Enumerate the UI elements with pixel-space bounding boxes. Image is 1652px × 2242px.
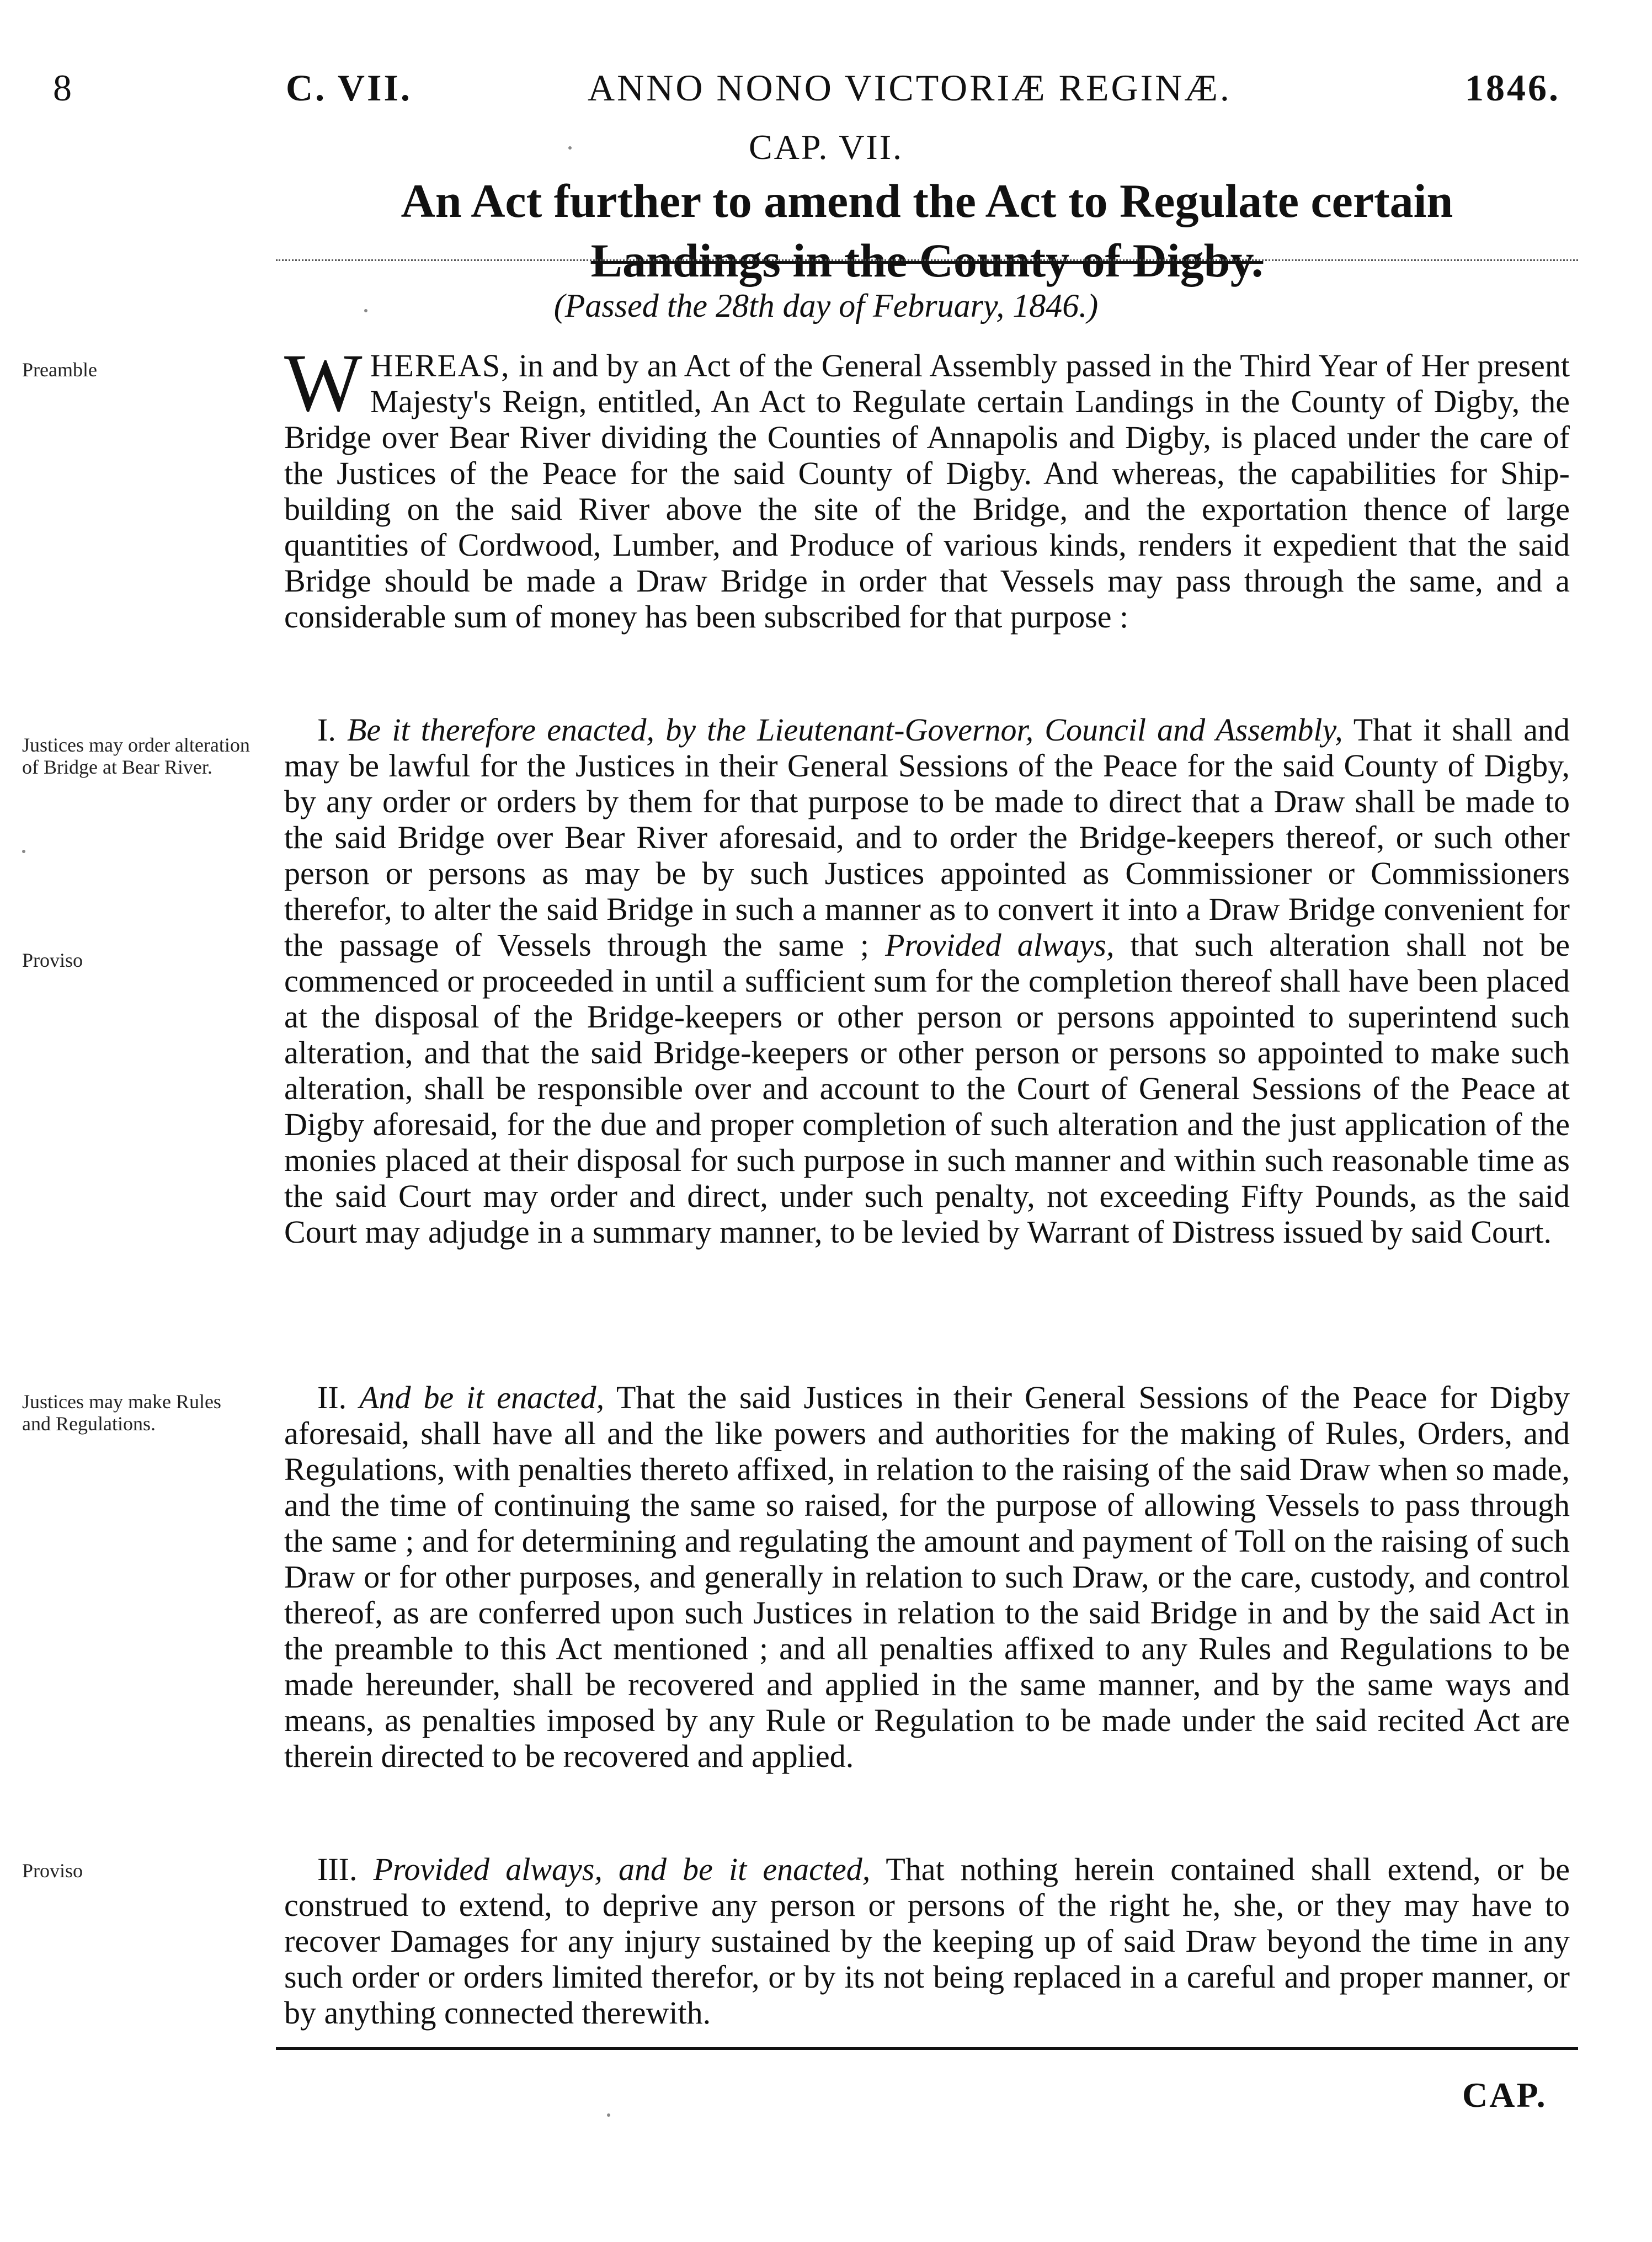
preamble-text: in and by an Act of the General Assembly passed in the Third Year of Her present Majesty's Reign, entitled, An Act to Regulate certain Landings in the County of Digby, the Bridge over Bear River dividing the Counties of Annapolis and Digby, is placed under the care of the Justices of the Peace for the said County of Digby. And whereas, the capabilities for Ship-building on the said River above the site of the Bridge, and the exportation thence of large quantities of Cordwood, Lumber, and Produce of various kinds, renders it expedient that the said Bridge should be made a Draw Bridge in order that Vessels may pass through the same, and a considerable sum of money has been subscribed for that purpose : [284, 348, 1570, 635]
title-divider [276, 259, 1578, 263]
margin-note-proviso-1: Proviso [22, 949, 83, 971]
section-1-enacting-clause: Be it therefore enacted, by the Lieutenant-Governor, Council and Assembly, [347, 712, 1343, 748]
section-3-text: That nothing herein contained shall extend, or be construed to extend, to deprive any person or persons of the right he, she, or they may have to recover Damages for any injury sustained by the keeping up of said Draw beyond the time in any such order or orders limited therefor, or by its not being replaced in a careful and proper manner, or by anything connected therewith. [284, 1851, 1570, 2031]
margin-note-justices-order: Justices may order alteration of Bridge at Bear River. [22, 734, 250, 778]
preamble-paragraph [284, 337, 1570, 635]
page-number: 8 [53, 67, 74, 109]
scan-speck [22, 850, 25, 853]
section-1-number: I. [317, 712, 336, 748]
chapter-number: C. VII. [286, 67, 412, 109]
margin-note-justices-rules: Justices may make Rules and Regulations. [22, 1391, 221, 1435]
passed-date: (Passed the 28th day of February, 1846.) [553, 287, 1099, 324]
drop-cap: W [284, 337, 363, 429]
margin-note-preamble: Preamble [22, 359, 97, 381]
section-2-paragraph [284, 1380, 1570, 1774]
footer-rule [276, 2047, 1578, 2050]
section-1-proviso: Provided always, [885, 927, 1115, 963]
preamble-opening: HEREAS, [370, 348, 510, 384]
running-header [0, 66, 1652, 127]
scan-speck [607, 2113, 610, 2117]
section-2-enacting-clause: And be it enacted, [359, 1380, 605, 1415]
section-1-text-b: that such alteration shall not be commenced or proceeded in until a sufficient sum for the completion thereof shall have been placed at the disposal of the Bridge-keepers or other person or persons appointed to superintend such alteration, and that the said Bridge-keepers or other person or persons so appointed to make such alteration, shall be responsible over and account to the Court of General Sessions of the Peace at Digby aforesaid, for the due and proper completion of such alteration and the just application of the monies placed at their disposal for such purpose in such manner and within such reasonable time as the said Court may order and direct, under such penalty, not exceeding Fifty Pounds, as the said Court may adjudge in a summary manner, to be levied by Warrant of Distress issued by said Court. [284, 927, 1570, 1250]
section-2-number: II. [317, 1380, 347, 1415]
year: 1846. [1465, 67, 1560, 109]
scan-speck [364, 309, 367, 312]
section-3-number: III. [317, 1851, 358, 1887]
regnal-year: ANNO NONO VICTORIÆ REGINÆ. [588, 67, 1232, 109]
catchword: CAP. [1462, 2075, 1547, 2115]
section-1-paragraph [284, 712, 1570, 1250]
section-1-text-a: That it shall and may be lawful for the Justices in their General Sessions of the Peace for the said County of Digby, by any order or orders by them for that purpose to be made to direct that a Draw shall be made to the said Bridge over Bear River aforesaid, and to order the Bridge-keepers thereof, or such other person or persons as may be by such Justices appointed as Commissioner or Commissioners therefor, to alter the said Bridge in such a manner as to convert it into a Draw Bridge convenient for the passage of Vessels through the same ; [284, 712, 1570, 963]
act-title-line-2: Landings in the County of Digby. [590, 234, 1264, 287]
margin-note-proviso-2: Proviso [22, 1860, 83, 1882]
section-2-text: That the said Justices in their General Sessions of the Peace for Digby aforesaid, shall have all and the like powers and authorities for the making of Rules, Orders, and Regulations, with penalties thereto affixed, in relation to the raising of the said Draw when so made, and the time of continuing the same so raised, for the purpose of allowing Vessels to pass through the same ; and for determining and regulating the amount and payment of Toll on the raising of such Draw or for other purposes, and generally in relation to such Draw, or the care, custody, and control thereof, as are conferred upon such Justices in relation to the said Bridge in and by the said Act in the preamble to this Act mentioned ; and all penalties affixed to any Rules and Regulations to be made hereunder, shall be recovered and applied in the same manner, and by the same ways and means, as penalties imposed by any Rule or Regulation to be made under the said recited Act are therein directed to be recovered and applied. [284, 1380, 1570, 1774]
act-title [276, 171, 1578, 290]
cap-title: CAP. VII. [748, 127, 904, 167]
section-3-paragraph [284, 1851, 1570, 2031]
scan-speck [568, 146, 572, 150]
section-3-enacting-clause: Provided always, and be it enacted, [373, 1851, 871, 1887]
act-title-line-1: An Act further to amend the Act to Regulate certain [401, 174, 1453, 227]
